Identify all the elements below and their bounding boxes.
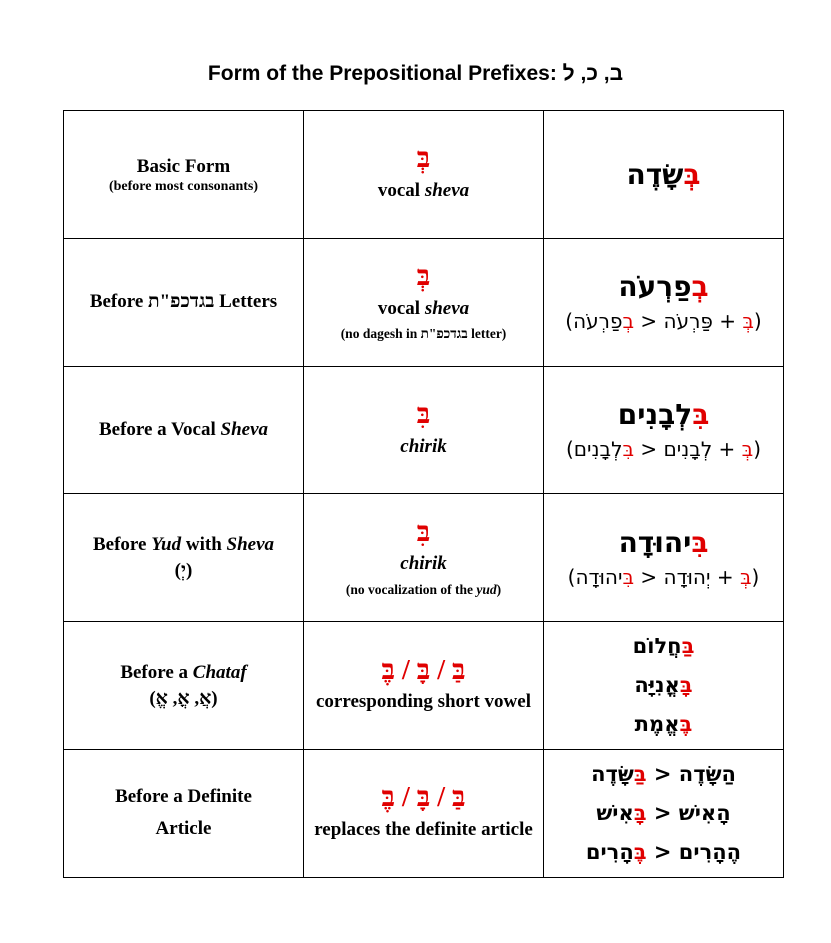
row-label: Before בגדכפ"ת Letters bbox=[89, 291, 278, 313]
example-word: בְפַרְעֹה bbox=[618, 270, 709, 304]
form-desc: vocal sheva bbox=[377, 297, 470, 319]
row-example-cell bbox=[544, 111, 784, 239]
row-form-cell bbox=[304, 494, 544, 622]
form-desc: vocal sheva bbox=[377, 180, 470, 201]
row-form-cell bbox=[304, 622, 544, 750]
row-example-cell bbox=[544, 494, 784, 622]
row-label: Before Yud with Sheva bbox=[92, 534, 275, 556]
prefix-mark: בִּ bbox=[416, 516, 431, 548]
form-note: (no vocalization of the yud) bbox=[345, 581, 502, 597]
example-word: בִּלְבָנִים bbox=[617, 398, 710, 432]
row-form-cell bbox=[304, 366, 544, 494]
example-word: בִּיהוּדָה bbox=[618, 525, 709, 559]
row-label-cell bbox=[64, 749, 304, 877]
row-label: Before a Chataf bbox=[120, 661, 247, 683]
form-desc: corresponding short vowel bbox=[316, 691, 531, 713]
row-label-cell bbox=[64, 238, 304, 366]
table-row bbox=[64, 622, 784, 750]
row-label-hebrew: (יְ) bbox=[174, 559, 193, 581]
row-label-sub: (before most consonants) bbox=[108, 179, 259, 195]
prefix-mark: בַּ / בָּ / בֶּ bbox=[381, 654, 466, 686]
page-title bbox=[0, 62, 831, 86]
row-example-cell bbox=[544, 622, 784, 750]
list-item: הֶהָרִים < בֶּהָרִים bbox=[585, 839, 742, 864]
form-note: (no dagesh in בגדכפ"ת letter) bbox=[340, 326, 507, 342]
table-row bbox=[64, 749, 784, 877]
list-item: בֶּאֱמֶת bbox=[634, 712, 693, 736]
table-row bbox=[64, 238, 784, 366]
row-label: Before a Vocal Sheva bbox=[98, 419, 269, 441]
title-text: Form of the Prepositional Prefixes: bbox=[207, 62, 557, 85]
table-row bbox=[64, 366, 784, 494]
prefix-mark: בַּ / בָּ / בֶּ bbox=[381, 782, 466, 814]
form-desc: replaces the definite article bbox=[314, 818, 533, 840]
row-label-cell bbox=[64, 622, 304, 750]
list-item: בַּחֲלוֹם bbox=[632, 634, 695, 659]
row-label: Before a Definite Article bbox=[115, 786, 252, 840]
row-form-cell bbox=[304, 749, 544, 877]
row-example-cell bbox=[544, 749, 784, 877]
table-row bbox=[64, 111, 784, 239]
example-formula: (בְּ + לְבָנִים < בִּלְבָנִים) bbox=[565, 436, 762, 461]
prefix-mark: בִּ bbox=[416, 399, 431, 430]
title-letters: ב, כ, ל bbox=[562, 62, 624, 85]
list-item: הָאִישׁ < בָּאִישׁ bbox=[596, 800, 731, 825]
row-label-hebrew: (אֲ, אֳ, אֱ) bbox=[149, 687, 218, 709]
example-formula: (בְּ + יְהוּדָה < בִּיהוּדָה) bbox=[567, 564, 760, 589]
row-label-cell bbox=[64, 366, 304, 494]
prefix-mark: בְּ bbox=[416, 261, 431, 293]
list-item: הַשָּׂדֶה < בַּשָּׂדֶה bbox=[591, 762, 736, 787]
row-example-cell bbox=[544, 366, 784, 494]
example-formula: (בְּ + פַּרְעֹה < בְפַרְעֹה) bbox=[565, 309, 762, 334]
row-label-cell bbox=[64, 111, 304, 239]
form-desc: chirik bbox=[400, 553, 447, 575]
form-desc: chirik bbox=[400, 435, 447, 457]
row-form-cell bbox=[304, 111, 544, 239]
table-row bbox=[64, 494, 784, 622]
prefix-table bbox=[63, 110, 784, 878]
example-list bbox=[548, 627, 779, 744]
prefix-mark: בְּ bbox=[416, 143, 431, 175]
row-label: Basic Form bbox=[136, 155, 231, 177]
example-word: בְּשָׂדֶה bbox=[626, 157, 701, 191]
row-form-cell bbox=[304, 238, 544, 366]
list-item: בָּאֳנִיָּה bbox=[634, 673, 693, 698]
row-example-cell bbox=[544, 238, 784, 366]
row-label-cell bbox=[64, 494, 304, 622]
example-list bbox=[548, 755, 779, 872]
